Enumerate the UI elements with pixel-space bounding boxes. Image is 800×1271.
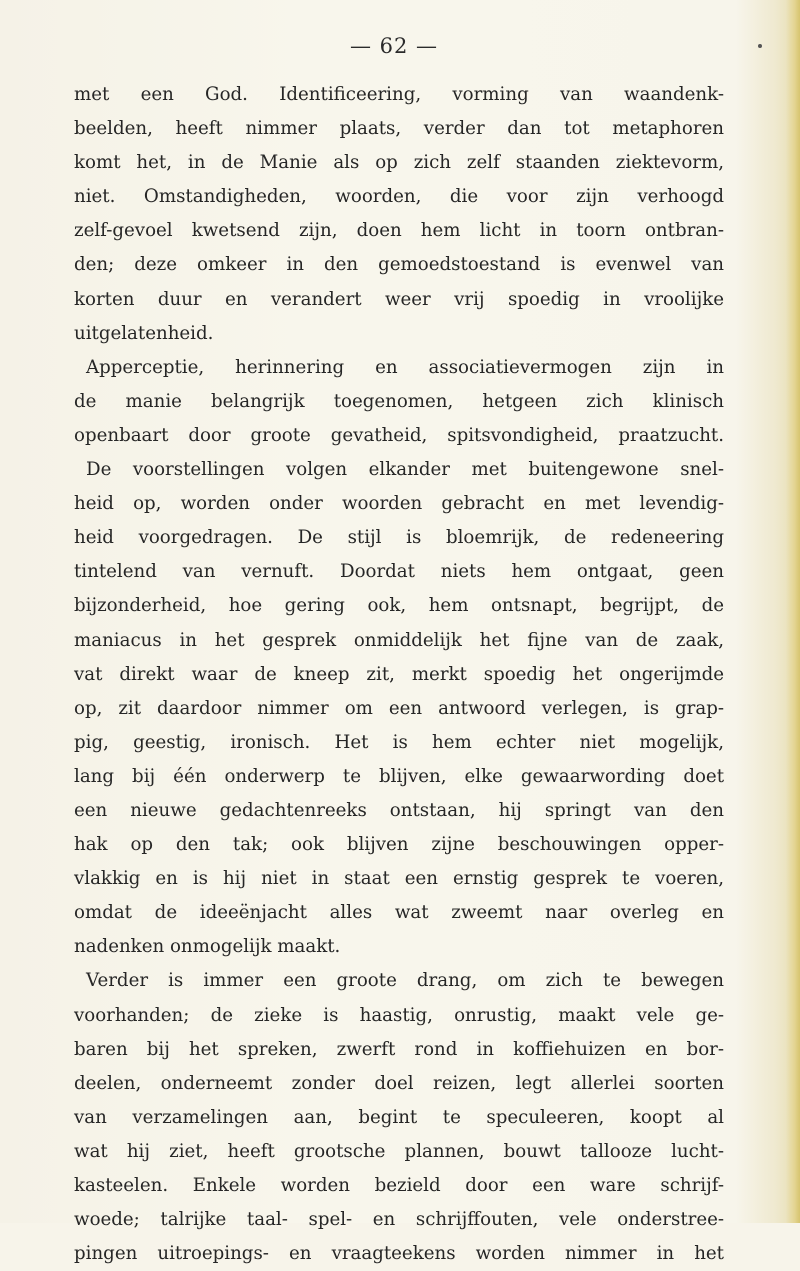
- page-number: — 62 —: [349, 34, 439, 58]
- text-line: korten duur en verandert weer vrij spoedig in vroolijke: [74, 288, 724, 310]
- text-line: wat hij ziet, heeft grootsche plannen, bouwt tallooze lucht-: [74, 1140, 724, 1162]
- text-line: Verder is immer een groote drang, om zich te bewegen: [86, 970, 724, 992]
- text-line: omdat de ideeënjacht alles wat zweemt naar overleg en: [74, 902, 724, 924]
- text-line: Apperceptie, herinnering en associatievermogen zijn in: [86, 356, 724, 378]
- text-line: vlakkig en is hij niet in staat een ernstig gesprek te voeren,: [74, 868, 724, 890]
- text-line: kasteelen. Enkele worden bezield door een ware schrijf-: [74, 1175, 724, 1196]
- text-line: tintelend van vernuft. Doordat niets hem ontgaat, geen: [74, 561, 724, 583]
- text-line: zelf-gevoel kwetsend zijn, doen hem licht in toorn ontbran-: [74, 220, 724, 242]
- text-line: vat direkt waar de kneep zit, merkt spoedig het ongerijmde: [74, 663, 724, 685]
- text-line: komt het, in de Manie als op zich zelf staanden ziektevorm,: [74, 152, 724, 174]
- text-line: lang bij één onderwerp te blijven, elke gewaarwording doet: [74, 765, 724, 787]
- text-line: bijzonderheid, hoe gering ook, hem ontsnapt, begrijpt, de: [74, 595, 724, 617]
- text-line: met een God. Identificeering, vorming van waandenk-: [74, 84, 724, 105]
- text-line: pig, geestig, ironisch. Het is hem echter niet mogelijk,: [74, 731, 724, 753]
- body-text: [74, 78, 724, 1271]
- page-edge-shading: [786, 0, 800, 1223]
- text-line: deelen, onderneemt zonder doel reizen, legt allerlei soorten: [74, 1072, 724, 1094]
- text-line: beelden, heeft nimmer plaats, verder dan tot metaphoren: [74, 118, 724, 140]
- text-line: maniacus in het gesprek onmiddelijk het fijne van de zaak,: [74, 629, 724, 651]
- text-line: heid voorgedragen. De stijl is bloemrijk, de redeneering: [74, 527, 724, 549]
- text-line: heid op, worden onder woorden gebracht en met levendig-: [74, 493, 724, 515]
- text-line: van verzamelingen aan, begint te speculeeren, koopt al: [74, 1106, 724, 1128]
- text-line: de manie belangrijk toegenomen, hetgeen zich klinisch: [74, 390, 724, 412]
- text-line: nadenken onmogelijk maakt.: [74, 936, 341, 958]
- text-line: een nieuwe gedachtenreeks ontstaan, hij springt van den: [74, 799, 724, 821]
- text-line: woede; talrijke taal- spel- en schrijffouten, vele onderstree-: [74, 1209, 724, 1231]
- text-line: op, zit daardoor nimmer om een antwoord verlegen, is grap-: [74, 697, 724, 719]
- text-line: hak op den tak; ook blijven zijne beschouwingen opper-: [74, 834, 724, 856]
- text-line: den; deze omkeer in den gemoedstoestand is evenwel van: [74, 254, 724, 276]
- text-line: De voorstellingen volgen elkander met buitengewone snel-: [86, 459, 724, 481]
- text-line: pingen uitroepings- en vraagteekens worden nimmer in het: [74, 1243, 724, 1265]
- text-line: uitgelatenheid.: [74, 322, 214, 344]
- text-line: voorhanden; de zieke is haastig, onrustig, maakt vele ge-: [74, 1004, 724, 1026]
- text-line: niet. Omstandigheden, woorden, die voor zijn verhoogd: [74, 186, 724, 208]
- text-line: openbaart door groote gevatheid, spitsvondigheid, praatzucht.: [74, 424, 724, 446]
- text-line: baren bij het spreken, zwerft rond in koffiehuizen en bor-: [74, 1038, 724, 1060]
